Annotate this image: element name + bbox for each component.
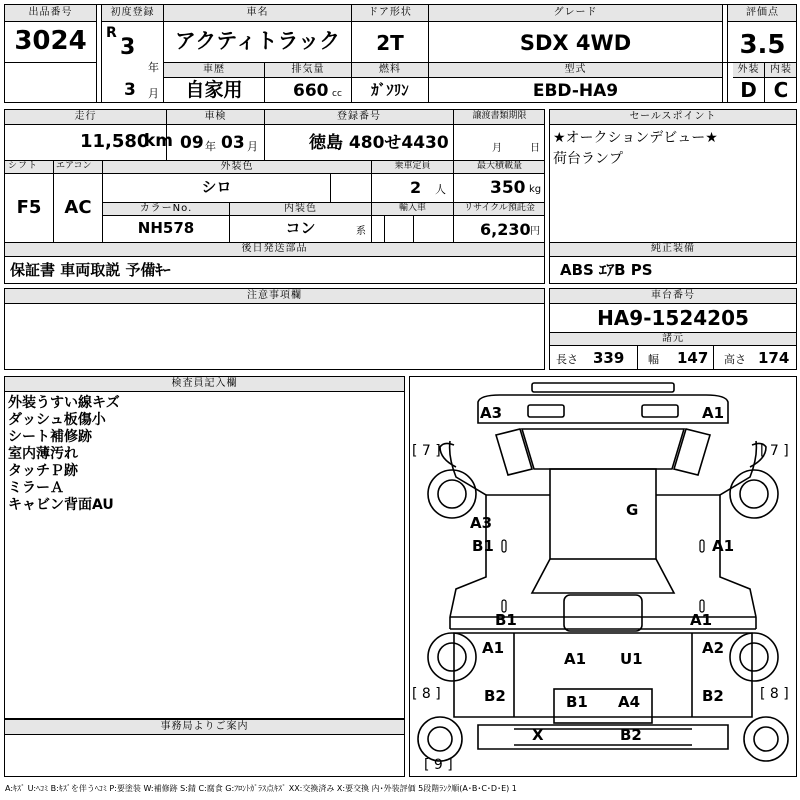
mark-sill-left: B1 (495, 611, 517, 629)
equipment: ABS ｴｱB PS (560, 261, 653, 279)
transfer-day-unit: 日 (530, 143, 540, 154)
car-name-label: 車名 (246, 7, 269, 18)
car-name: アクティトラック (174, 29, 341, 53)
plate: 徳島 480せ4430 (309, 133, 449, 153)
equip-label: 純正装備 (651, 243, 695, 254)
inspector-line-6: ミラーＡ (8, 480, 64, 496)
sales-line-1: ★オークションデビュー★ (553, 130, 718, 146)
divider (4, 21, 96, 22)
divider (4, 62, 96, 63)
divider (96, 4, 97, 103)
inspector-line-4: 室内薄汚れ (8, 446, 78, 462)
import-label: 輸入車 (398, 203, 426, 213)
disp-label: 排気量 (291, 64, 325, 75)
mileage: 11,580 (80, 131, 150, 152)
divider (4, 256, 545, 257)
disp-unit: cc (332, 89, 342, 99)
int-label: 内装 (770, 64, 792, 75)
divider (722, 4, 723, 103)
length: 339 (593, 349, 625, 367)
bracket-9: [ 9 ] (424, 757, 453, 773)
interior: コン (285, 219, 316, 237)
load: 350 (490, 178, 526, 198)
color-no-label: カラーNo. (139, 203, 193, 214)
fuel: ｶﾞｿﾘﾝ (371, 81, 409, 99)
color-label: 外装色 (220, 161, 254, 172)
chassis-number: HA9-1524205 (597, 306, 749, 330)
seats-label: 乗車定員 (394, 161, 431, 171)
sales-label: セールスポイント (629, 111, 717, 122)
mark-bed-right-2: B2 (702, 687, 724, 705)
mark-rear-b2: B2 (620, 726, 642, 744)
divider (549, 256, 797, 257)
divider (4, 303, 545, 304)
inspector-line-1: 外装うすい線キズ (8, 395, 120, 411)
mark-bed-left-1: A1 (482, 639, 505, 657)
width-label: 幅 (648, 353, 659, 366)
divider (101, 4, 102, 103)
divider (102, 215, 545, 216)
history-label: 車歴 (203, 64, 225, 75)
divider (453, 160, 454, 242)
bracket-8-left: [ 8 ] (412, 686, 441, 702)
shift: F5 (16, 197, 42, 218)
inspector-line-7: キャビン背面AU (8, 497, 114, 513)
color: シロ (201, 178, 232, 196)
inspector-line-2: ダッシュ板傷小 (8, 412, 106, 428)
bracket-8-right: [ 8 ] (760, 686, 789, 702)
divider (637, 345, 638, 370)
mark-bed-right-1: A2 (702, 639, 725, 657)
recycle-label: リサイクル預託金 (464, 203, 535, 213)
later-parts: 保証書 車両取説 予備ｷｰ (10, 261, 171, 279)
later-label: 後日発送部品 (241, 243, 308, 254)
mark-front-right: A1 (702, 404, 725, 422)
mileage-unit: km (144, 131, 174, 151)
divider (549, 303, 797, 304)
divider (163, 77, 722, 78)
insp-year-unit: 年 (205, 140, 216, 153)
color-no: NH578 (137, 219, 195, 237)
displacement: 660 (293, 81, 329, 101)
inspector-label: 検査員記入欄 (171, 378, 238, 389)
divider (4, 734, 405, 735)
divider (4, 391, 405, 392)
interior-unit: 系 (356, 226, 366, 237)
grade: SDX 4WD (519, 31, 632, 55)
plate-label: 登録番号 (337, 111, 381, 122)
score: 3.5 (739, 30, 786, 60)
damage-diagram (409, 376, 797, 777)
door-label: ドア形状 (368, 7, 412, 18)
door-type: 2T (376, 31, 404, 55)
divider (727, 21, 797, 22)
shift-label: シフト (8, 161, 39, 171)
model-label: 型式 (564, 64, 587, 75)
recycle: 6,230 (480, 220, 531, 239)
mark-front-left: A3 (480, 404, 503, 422)
bracket-7-right: [ 7 ] (760, 443, 789, 459)
fuel-label: 燃料 (379, 64, 401, 75)
reg-label: 初度登録 (110, 7, 155, 18)
era: R (106, 25, 117, 41)
inspection-label: 車検 (204, 111, 227, 122)
divider (713, 345, 714, 370)
ext-grade: D (740, 78, 757, 102)
mark-glass: G (626, 501, 639, 519)
score-label: 評価点 (746, 7, 779, 18)
reg-month: 3 (124, 80, 136, 100)
transfer-month-unit: 月 (492, 143, 502, 154)
int-grade: C (773, 78, 789, 102)
ac-label: エアコン (56, 161, 92, 171)
height-label: 高さ (724, 353, 746, 366)
grade-label: グレード (553, 7, 598, 18)
sales-line-2: 荷台ランプ (553, 151, 623, 167)
divider (4, 173, 545, 174)
divider (4, 124, 545, 125)
height: 174 (758, 349, 790, 367)
inspector-line-3: シート補修跡 (8, 429, 92, 445)
inspector-line-5: タッチＰ跡 (8, 463, 78, 479)
reg-year: 3 (120, 35, 136, 60)
mileage-label: 走行 (74, 111, 97, 122)
spec-label: 諸元 (662, 333, 684, 344)
mark-sill-right: A1 (690, 611, 713, 629)
insp-year: 09 (180, 133, 204, 153)
divider (101, 21, 722, 22)
divider (371, 160, 372, 242)
mark-tail-left: B1 (566, 693, 588, 711)
lot-label: 出品番号 (28, 7, 73, 18)
seats: 2 (410, 178, 422, 197)
mark-door-right: A1 (712, 537, 735, 555)
width: 147 (677, 349, 709, 367)
ext-label: 外装 (737, 64, 760, 75)
truck-outline (410, 377, 796, 776)
divider (330, 173, 331, 202)
mark-door-left-2: B1 (472, 537, 494, 555)
history: 自家用 (185, 79, 243, 101)
lot-number: 3024 (14, 26, 87, 56)
ac: AC (64, 197, 92, 218)
mark-rear-x: X (532, 726, 544, 744)
model: EBD-HA9 (532, 81, 619, 101)
load-label: 最大積載量 (476, 161, 522, 171)
insp-month: 03 (221, 133, 245, 153)
interior-label: 内装色 (284, 203, 317, 214)
divider (384, 215, 385, 242)
load-unit: kg (529, 184, 542, 195)
divider (163, 62, 797, 63)
bracket-7-left: [ 7 ] (412, 443, 441, 459)
transfer-label: 譲渡書類期限 (472, 111, 527, 121)
mark-bed-center-2: U1 (620, 650, 643, 668)
divider (549, 124, 797, 125)
recycle-unit: 円 (530, 226, 540, 237)
year-unit: 年 (148, 61, 159, 74)
divider (413, 215, 414, 242)
legend: A:ｷｽﾞ U:ﾍｺﾐ B:ｷｽﾞを伴うﾍｺﾐ P:要塗装 W:補修跡 S:錆 C:腐食 G:ﾌﾛﾝﾄｶﾞﾗｽ点ｷｽﾞ XX:交換済み X:要交換 内･外装評価 5段階ﾗﾝｸ順(A･B･C･D･E) 1 (5, 784, 517, 793)
month-unit: 月 (148, 87, 159, 100)
office-label: 事務局よりご案内 (160, 721, 249, 732)
mark-bed-left-2: B2 (484, 687, 506, 705)
chassis-label: 車台番号 (651, 290, 695, 301)
mark-bed-center-1: A1 (564, 650, 587, 668)
mark-tail-right: A4 (618, 693, 641, 711)
notes-label: 注意事項欄 (247, 290, 302, 301)
divider (549, 345, 797, 346)
insp-month-unit: 月 (247, 140, 258, 153)
mark-door-left-1: A3 (470, 514, 493, 532)
length-label: 長さ (556, 353, 578, 366)
seats-unit: 人 (435, 183, 446, 196)
